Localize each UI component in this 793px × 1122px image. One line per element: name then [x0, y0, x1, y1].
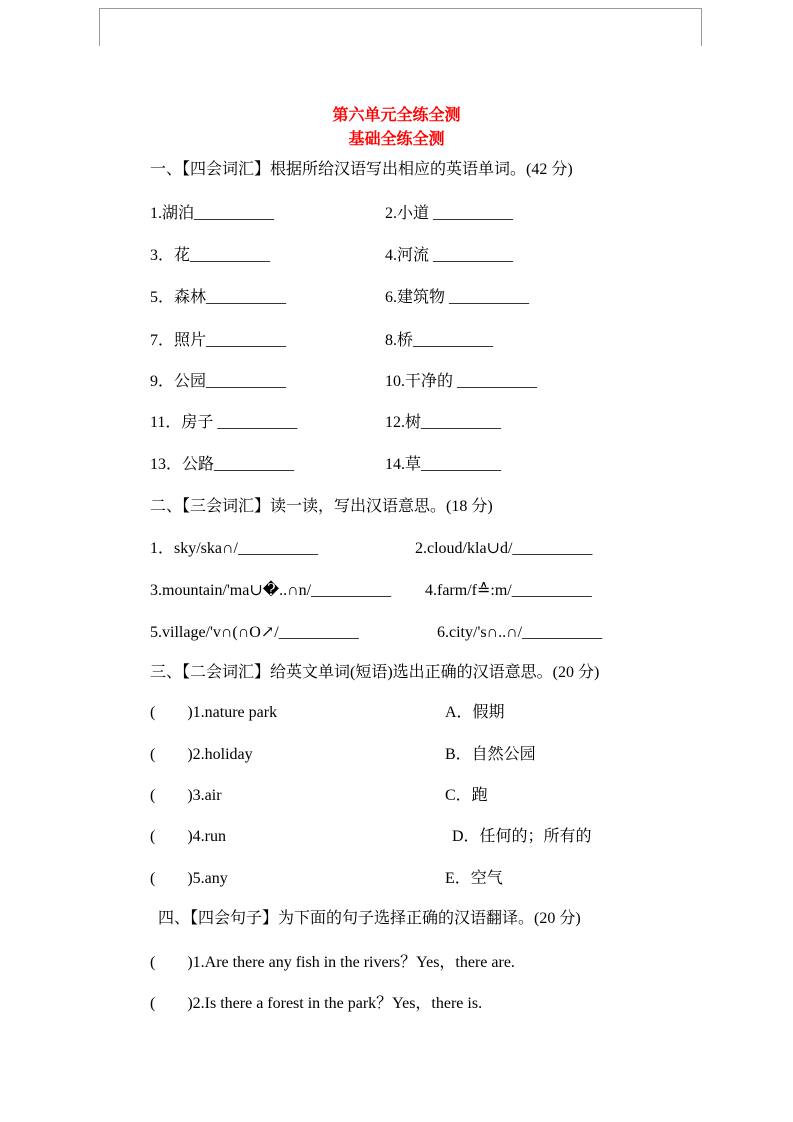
- word-item: 5．森林__________: [150, 289, 287, 306]
- match-question: ( )5.any: [150, 870, 228, 887]
- word-item: 3．花__________: [150, 247, 271, 264]
- phonetic-item-row: [150, 623, 780, 643]
- word-item: 13．公路__________: [150, 456, 295, 473]
- word-item: 2.小道 __________: [385, 205, 514, 222]
- word-item: 7．照片__________: [150, 332, 287, 349]
- match-question: ( )2.holiday: [150, 746, 253, 763]
- document-subtitle: 基础全练全测: [348, 131, 445, 148]
- word-item: 4.河流 __________: [385, 247, 514, 264]
- match-item-row: [150, 786, 780, 806]
- word-item: 8.桥__________: [385, 332, 494, 349]
- section-2-heading: 二、【三会词汇】读一读，写出汉语意思。(18 分): [150, 498, 493, 515]
- word-item-row: [150, 372, 780, 392]
- word-item-row: [150, 331, 780, 351]
- phonetic-item: 1．sky/ska∩/__________: [150, 540, 319, 557]
- word-item-row: [150, 413, 780, 433]
- match-option: C．跑: [445, 787, 488, 804]
- word-item: 14.草__________: [385, 456, 502, 473]
- word-item: 11．房子 __________: [150, 414, 298, 431]
- match-item-row: [150, 703, 780, 723]
- match-option: B．自然公园: [445, 746, 536, 763]
- section-4-heading: 四、【四会句子】为下面的句子选择正确的汉语翻译。(20 分): [158, 910, 581, 927]
- document-title: 第六单元全练全测: [332, 107, 461, 124]
- sentence-item: ( )2.Is there a forest in the park？Yes，there is.: [150, 995, 483, 1012]
- match-option: A．假期: [445, 704, 505, 721]
- match-question: ( )1.nature park: [150, 704, 278, 721]
- word-item: 9．公园__________: [150, 373, 287, 390]
- match-question: ( )3.air: [150, 787, 222, 804]
- match-item-row: [150, 745, 780, 765]
- phonetic-item: 2.cloud/kla∪d/__________: [415, 540, 593, 557]
- word-item: 6.建筑物 __________: [385, 289, 530, 306]
- match-item-row: [150, 869, 780, 889]
- match-option: D．任何的；所有的: [452, 828, 592, 845]
- match-question: ( )4.run: [150, 828, 226, 845]
- word-item: 10.干净的 __________: [385, 373, 538, 390]
- section-3-heading: 三、【二会词汇】给英文单词(短语)选出正确的汉语意思。(20 分): [150, 664, 600, 681]
- section-1-heading: 一、【四会词汇】根据所给汉语写出相应的英语单词。(42 分): [150, 161, 573, 178]
- phonetic-item: 5.village/'v∩(∩O↗/__________: [150, 624, 359, 641]
- phonetic-item-row: [150, 539, 780, 559]
- phonetic-item-row: [150, 581, 780, 601]
- match-item-row: [150, 827, 780, 847]
- sentence-item: ( )1.Are there any fish in the rivers？Yes，there are.: [150, 954, 515, 971]
- word-item: 1.湖泊__________: [150, 205, 275, 222]
- word-item-row: [150, 246, 780, 266]
- phonetic-item: 6.city/'s∩..∩/__________: [437, 624, 603, 641]
- word-item-row: [150, 288, 780, 308]
- match-option: E．空气: [445, 870, 503, 887]
- word-item-row: [150, 455, 780, 475]
- word-item: 12.树__________: [385, 414, 502, 431]
- phonetic-item: 3.mountain/'ma∪�..∩n/__________: [150, 582, 392, 599]
- word-item-row: [150, 204, 780, 224]
- page-border-fragment: [99, 8, 702, 46]
- phonetic-item: 4.farm/f≙:m/__________: [425, 582, 592, 599]
